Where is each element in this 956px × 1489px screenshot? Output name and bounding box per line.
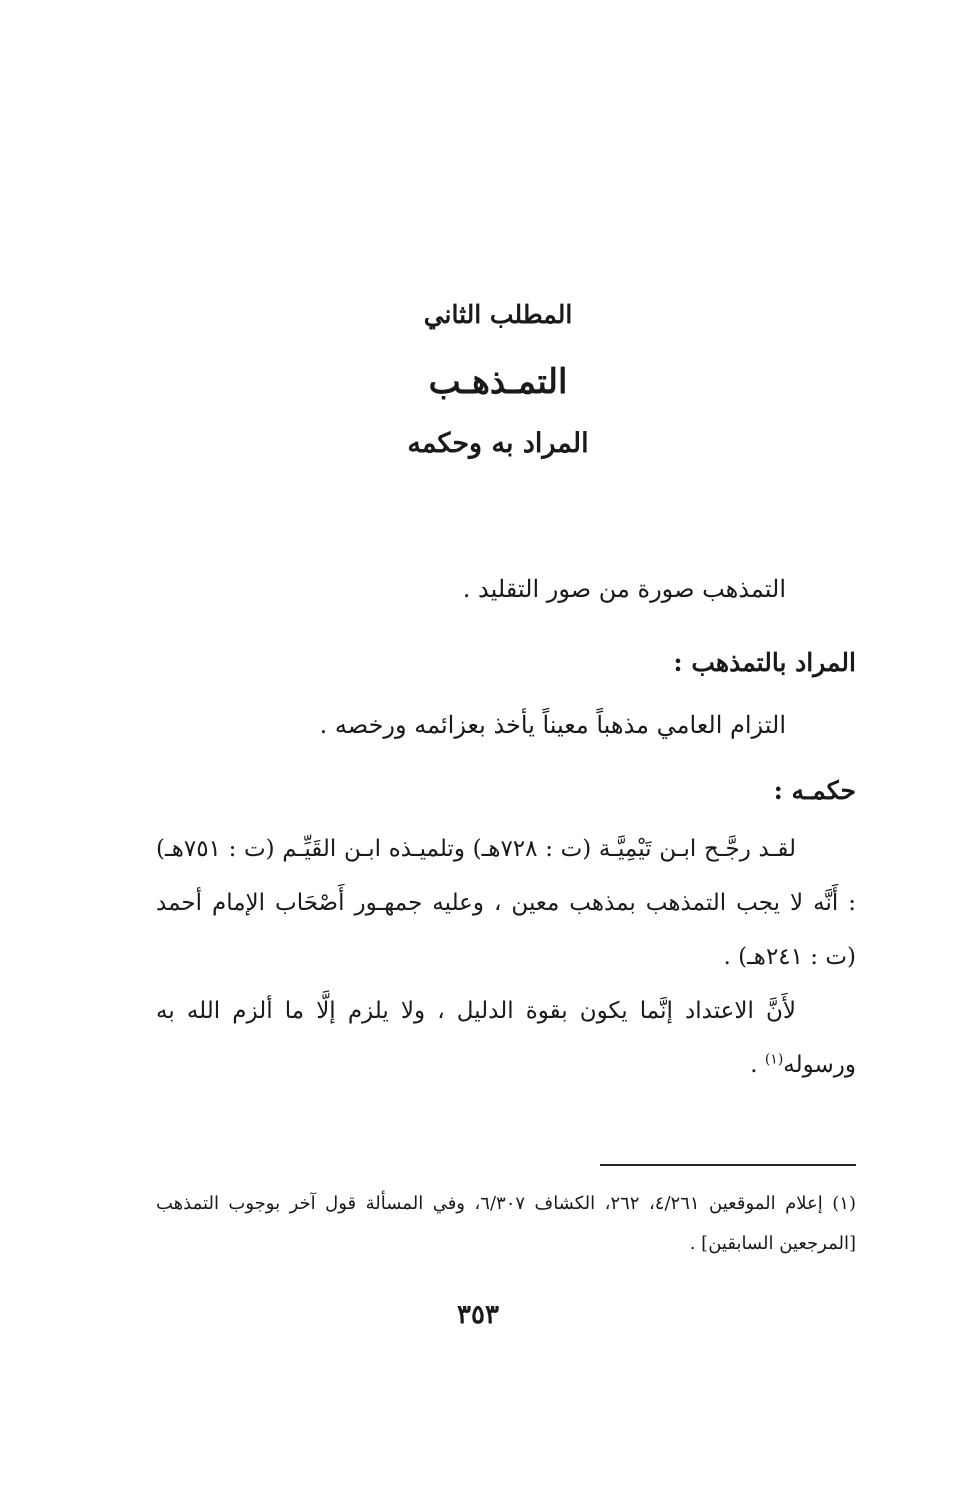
footnote-divider [600,1164,856,1166]
chapter-subtitle: المراد به وحكمه [407,428,589,459]
reason-end: . [750,1052,765,1078]
intro-sentence: التمذهب صورة من صور التقليد . [462,575,786,603]
section-heading: المطلب الثاني [423,300,573,329]
definition-text: التزام العامي مذهباً معيناً يأخذ بعزائمه ورخصه . [319,711,786,739]
footnote-reference[interactable]: (١) [764,1051,784,1068]
ruling-label: حكمـه : [773,776,856,805]
footnote-text: (١) إعلام الموقعين ٤/٢٦١، ٢٦٢، الكشاف ٦/٣٠٧، وفي المسألة قول آخر بوجوب التمذهب [المرجعين السابقين] . [156,1193,856,1254]
reason-text: لأَنَّ الاعتداد إنَّما يكون بقوة الدليل ، ولا يلزم إلَّا ما ألزم الله به ورسوله [156,998,856,1078]
definition-label: المراد بالتمذهب : [673,648,856,677]
page-number: ٣٥٣ [457,1300,499,1330]
chapter-title: التمـذهـب [428,362,568,402]
ruling-paragraph: لقـد رجَّـح ابـن تَيْمِيَّـة (ت : ٧٢٨هـ) وتلميـذه ابـن القَيِّـم (ت : ٧٥١هـ) : أَنَّه لا يجب التمذهب بمذهب معين ، وعليه جمهـور أَصْحَاب الإمام أحمد (ت : ٢٤١هـ) . [156,836,856,970]
reason-paragraph [156,984,856,1092]
